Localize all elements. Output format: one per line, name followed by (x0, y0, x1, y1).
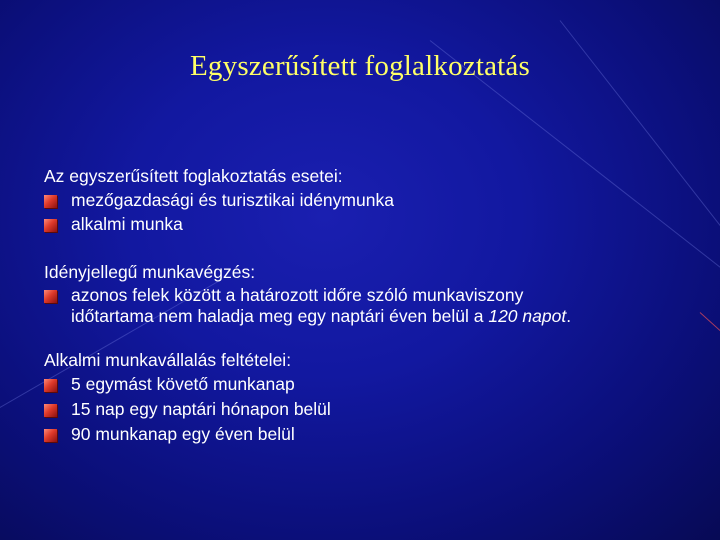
list-item: 5 egymást követő munkanap (71, 374, 295, 394)
slide-title: Egyszerűsített foglalkoztatás (190, 50, 530, 82)
section-heading-cases: Az egyszerűsített foglakoztatás esetei: (44, 166, 343, 186)
list-item: mezőgazdasági és turisztikai idénymunka (71, 190, 394, 210)
red-square-bullet-icon (44, 195, 57, 208)
list-item: azonos felek között a határozott időre szóló munkaviszony (71, 285, 524, 305)
red-square-bullet-icon (44, 404, 57, 417)
section-heading-casual: Alkalmi munkavállalás feltételei: (44, 350, 292, 370)
list-item: alkalmi munka (71, 214, 183, 234)
section-heading-seasonal: Idényjellegű munkavégzés: (44, 262, 256, 282)
red-square-bullet-icon (44, 290, 57, 303)
emphasis-text: 120 napot (488, 306, 567, 326)
red-square-bullet-icon (44, 379, 57, 392)
continuation-end: . (566, 306, 572, 326)
red-square-bullet-icon (44, 429, 57, 442)
decorative-red-line (700, 312, 720, 340)
list-item: 90 munkanap egy éven belül (71, 424, 295, 444)
list-item-continuation (71, 306, 571, 326)
list-item: 15 nap egy naptári hónapon belül (71, 399, 331, 419)
continuation-text: időtartama nem haladja meg egy naptári éven belül a (71, 306, 489, 326)
red-square-bullet-icon (44, 219, 57, 232)
